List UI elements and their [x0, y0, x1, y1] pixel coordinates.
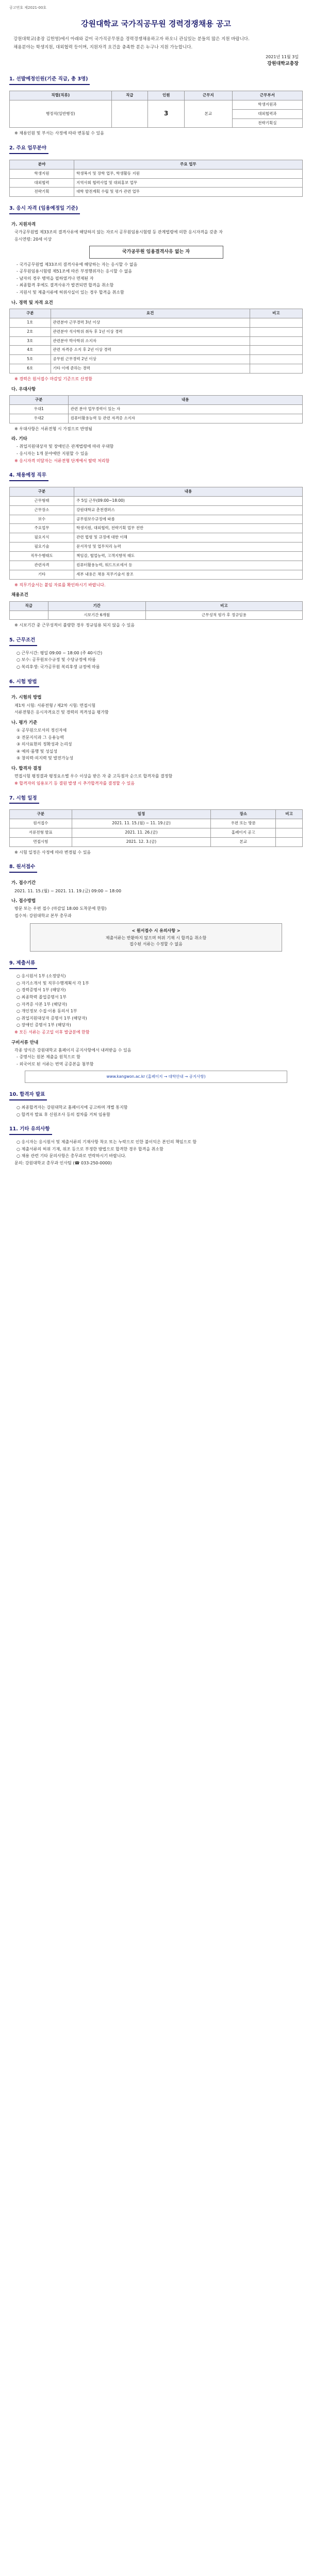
table-row: 우대2 컴퓨터활용능력 등 관련 자격증 소지자 [10, 414, 303, 423]
paragraph: 접수처: 강원대학교 본부 총무과 [14, 913, 72, 919]
paragraph: 면접시험 평정결과 평정요소별 우수 이상을 받은 자 중 고득점자 순으로 합격자를 결정함 [14, 774, 173, 779]
table-header: 인원 [148, 91, 185, 100]
table-row: 주요업무 학생지원, 대외협력, 전략기획 업무 전반 [10, 524, 303, 533]
list-item: - 국가공무원법 제33조의 결격사유에 해당하는 자는 응시할 수 없음 [17, 262, 138, 267]
section-heading: 5. 근무조건 [9, 637, 37, 646]
requirements-table [9, 309, 303, 374]
table-cell: 지역사회 협력사업 및 대외홍보 업무 [74, 178, 302, 188]
table-cell: 전략기획 [10, 188, 74, 197]
paragraph: 제1차 시험: 서류전형 / 제2차 시험: 면접시험 [14, 703, 96, 708]
subheading: 나. 접수방법 [11, 899, 36, 904]
table-row: 보수 공무원보수규정에 따름 [10, 515, 303, 524]
section-announcement [9, 1091, 303, 1117]
conditions-table [9, 601, 303, 620]
note: ※ 합격자의 임용포기 등 결원 발생 시 추가합격자를 결정할 수 있음 [14, 781, 135, 786]
table-header: 구분 [10, 487, 74, 496]
table-cell: 대학 발전계획 수립 및 평가 관련 업무 [74, 188, 302, 197]
table-row: 면접시험 2021. 12. 3.(금) 본교 [10, 837, 303, 846]
list-item: ② 전문지식과 그 응용능력 [17, 735, 64, 740]
table-row: 근무장소 강원대학교 춘천캠퍼스 [10, 505, 303, 515]
section-exam-method [9, 679, 303, 787]
list-item: ○ 합격자 발표 후 신원조사 등의 절차를 거쳐 임용함 [17, 1112, 110, 1117]
eligibility-summary-box: 국가공무원 임용결격사유 없는 자 [89, 246, 223, 259]
list-item: ○ 장애인 증명서 1부 (해당자) [17, 1023, 71, 1028]
note: ※ 경력은 원서접수 마감일 기준으로 산정함 [14, 377, 92, 381]
table-cell: 행정직(일반행정) [10, 100, 112, 128]
list-item: ○ 개인정보 수집·이용 동의서 1부 [17, 1009, 77, 1014]
note: ※ 응시자격 미달자는 서류전형 단계에서 탈락 처리함 [14, 458, 110, 463]
table-header: 구분 [10, 810, 72, 819]
section-heading: 3. 응시 자격 (임용예정일 기준) [9, 205, 80, 214]
section-heading: 4. 채용예정 직무 [9, 472, 48, 481]
table-header: 구분 [10, 395, 69, 404]
note: ※ 시보기간 중 근무성적이 불량한 경우 정규임용 되지 않을 수 있음 [14, 623, 135, 628]
list-item: - 최종합격 후에도 결격사유가 발견되면 합격을 취소함 [17, 283, 114, 288]
subheading: 다. 우대사항 [11, 386, 36, 392]
homepage-link[interactable]: www.kangwon.ac.kr (홈페이지 → 대학안내 → 공지사항) [25, 1071, 287, 1083]
section-heading: 2. 주요 업무분야 [9, 145, 48, 154]
table-row: 2호 관련분야 석사학위 취득 후 1년 이상 경력 [10, 327, 303, 336]
list-item: ○ 보수: 공무원보수규정 및 수당규정에 따름 [17, 657, 96, 663]
section-other-notes [9, 1126, 303, 1166]
table-header: 비고 [276, 810, 303, 819]
table-cell [111, 100, 148, 128]
list-item: ○ 최종학력 졸업증명서 1부 [17, 994, 67, 999]
subheading: 나. 평가 기준 [11, 720, 38, 725]
subheading: 구비서류 안내 [11, 1040, 39, 1045]
intro-paragraph-1: 강원대학교(총장 김헌영)에서 아래와 같이 국가직공무원을 경력경쟁채용하고자 하오니 관심있는 분들의 많은 지원 바랍니다. [13, 36, 250, 42]
table-cell: 본교 [185, 100, 233, 128]
table-row: 1호 관련분야 근무경력 3년 이상 [10, 318, 303, 327]
table-header: 구분 [10, 309, 51, 318]
table-header: 분야 [10, 160, 74, 169]
recruitment-notice [0, 0, 312, 1178]
job-table [9, 487, 303, 580]
table-header: 비고 [250, 309, 302, 318]
table-header: 기간 [48, 601, 145, 611]
subheading: 나. 경력 및 자격 요건 [11, 300, 53, 306]
list-item: ○ 채용 관련 기타 문의사항은 총무과로 연락하시기 바랍니다. [17, 1154, 126, 1159]
section-documents [9, 960, 303, 1083]
table-row: 서류전형 발표 2021. 11. 26.(금) 홈페이지 공고 [10, 828, 303, 838]
paragraph: 각종 양식은 강원대학교 홈페이지 공지사항에서 내려받을 수 있음 [14, 1047, 132, 1053]
section-schedule [9, 795, 303, 856]
list-item: - 지원서 및 제출서류에 허위사실이 있는 경우 합격을 취소함 [17, 290, 124, 295]
list-item: ○ 응시자는 응시원서 및 제출서류의 기재사항 착오 또는 누락으로 인한 불이익은 본인의 책임으로 함 [17, 1140, 197, 1145]
table-row: 3호 관련분야 박사학위 소지자 [10, 336, 303, 346]
table-row: 필요기술 문서작성 및 업무처리 능력 [10, 543, 303, 552]
list-item: - 취업지원대상자 및 장애인은 관계법령에 따라 우대함 [17, 444, 114, 449]
note: ※ 모든 서류는 공고일 이후 발급분에 한함 [14, 1029, 90, 1035]
list-item: - 응시자는 1개 분야에만 지원할 수 있음 [17, 451, 89, 456]
table-row: 4호 관련 자격증 소지 후 2년 이상 경력 [10, 346, 303, 355]
section-heading: 11. 기타 유의사항 [9, 1126, 52, 1135]
duties-table [9, 160, 303, 197]
list-item: ○ 경력증명서 1부 (해당자) [17, 988, 66, 993]
list-item: ⑤ 창의력·의지력 및 발전가능성 [17, 756, 74, 761]
list-item: ○ 제출서류의 허위 기재, 위조 등으로 부정한 방법으로 합격한 경우 합격을 취소함 [17, 1146, 163, 1151]
table-row [10, 188, 303, 197]
application-notice-box [30, 923, 282, 952]
subheading: 가. 접수기간 [11, 880, 36, 886]
paragraph: 2021. 11. 15.(월) ~ 2021. 11. 19.(금) 09:00 ~ 18:00 [14, 888, 122, 893]
subheading: 라. 기타 [11, 436, 27, 442]
notice-date: 2021년 11월 3일 [266, 54, 299, 59]
table-header: 요건 [51, 309, 250, 318]
table-header: 내용 [74, 487, 302, 496]
section-heading: 8. 원서접수 [9, 863, 37, 873]
table-row: 6호 기타 이에 준하는 경력 [10, 364, 303, 374]
table-header: 비고 [145, 601, 302, 611]
table-cell: 3 [148, 100, 185, 128]
section-hiring-count [9, 76, 303, 137]
paragraph: 서류전형은 응시자격요건 및 경력의 적격성을 평가함 [14, 710, 109, 715]
table-row: 관련자격 컴퓨터활용능력, 워드프로세서 등 [10, 561, 303, 570]
list-item: ○ 근무시간: 평일 09:00 ~ 18:00 (주 40시간) [17, 650, 103, 655]
table-header: 일정 [72, 810, 211, 819]
table-row: 시보기간 6개월 근무성적 평가 후 정규임용 [10, 611, 303, 620]
list-item: ○ 자기소개서 및 직무수행계획서 각 1부 [17, 980, 89, 986]
note: ※ 우대사항은 서류전형 시 가점으로 반영됨 [14, 426, 92, 431]
table-row: 기타 세부 내용은 채용 직무기술서 참조 [10, 570, 303, 579]
list-item: ○ 최종합격자는 강원대학교 홈페이지에 공고하며 개별 통지함 [17, 1105, 128, 1110]
table-cell: 전략기획실 [232, 118, 302, 128]
table-row [10, 169, 303, 178]
list-item: - 공무원임용시험령 제51조에 따른 부정행위자는 응시할 수 없음 [17, 269, 133, 274]
table-row: 5호 공무원 근무경력 2년 이상 [10, 355, 303, 364]
section-job-description [9, 472, 303, 629]
table-header: 주요 업무 [74, 160, 302, 169]
paragraph: 국가공무원법 제33조의 결격사유에 해당하지 않는 자로서 공무원임용시험령 등 관계법령에 의한 응시자격을 갖춘 자 [14, 230, 223, 235]
contact-info: 문의: 강원대학교 총무과 인사팀 (☎ 033-250-0000) [14, 1160, 112, 1165]
preference-table [9, 395, 303, 423]
notice-box-title: < 원서접수 시 유의사항 > [132, 928, 180, 933]
section-heading: 1. 선발예정인원(기준 직급, 총 3명) [9, 76, 90, 85]
subheading: 다. 합격자 결정 [11, 766, 42, 772]
note: ※ 시험 일정은 사정에 따라 변경될 수 있음 [14, 850, 91, 855]
table-header: 내용 [68, 395, 302, 404]
table-row: 원서접수 2021. 11. 15.(월) ~ 11. 19.(금) 우편 또는 방문 [10, 819, 303, 828]
list-item: ○ 취업지원대상자 증명서 1부 (해당자) [17, 1015, 87, 1021]
paragraph: 방문 또는 우편 접수 (마감일 18:00 도착분에 한함) [14, 906, 107, 911]
table-header: 직렬(직류) [10, 91, 112, 100]
section-heading: 7. 시험 일정 [9, 795, 39, 804]
hiring-table [9, 91, 303, 128]
list-item: ○ 복리후생: 국가공무원 복리후생 규정에 따름 [17, 664, 100, 669]
schedule-table [9, 809, 303, 847]
subheading: 가. 시험의 방법 [11, 695, 42, 701]
table-cell: 학생지원과 [232, 100, 302, 109]
section-heading: 9. 제출서류 [9, 960, 37, 969]
table-cell: 학생복지 및 장학 업무, 학생활동 지원 [74, 169, 302, 178]
section-duties [9, 145, 303, 197]
table-row: 근무형태 주 5일 근무(09:00~18:00) [10, 496, 303, 505]
table-cell: 대외협력과 [232, 109, 302, 118]
table-row [10, 100, 303, 109]
section-heading: 10. 합격자 발표 [9, 1091, 47, 1100]
table-cell: 학생지원 [10, 169, 74, 178]
table-row [10, 178, 303, 188]
notice-box-line: 제출서류는 반환하지 않으며 허위 기재 시 합격을 취소함 [105, 936, 207, 941]
note: ※ 채용인원 및 부서는 사정에 따라 변동될 수 있음 [14, 131, 104, 136]
section-heading: 6. 시험 방법 [9, 679, 39, 688]
table-row: 우대1 관련 분야 업무경력이 있는 자 [10, 404, 303, 414]
section-application [9, 863, 303, 952]
table-header: 근무부서 [232, 91, 302, 100]
intro-paragraph-2: 채용분야는 학생지원, 대외협력 등이며, 지원자격 요건을 충족한 분은 누구나 지원 가능합니다. [13, 45, 193, 50]
table-header: 장소 [211, 810, 276, 819]
list-item: ① 공무원으로서의 정신자세 [17, 728, 67, 733]
list-item: ○ 응시원서 1부 (소정양식) [17, 974, 66, 979]
list-item: - 외국어로 된 서류는 번역 공증본을 첨부함 [17, 1062, 94, 1066]
subheading: 가. 지원자격 [11, 222, 36, 228]
list-item: ○ 자격증 사본 1부 (해당자) [17, 1002, 68, 1007]
notice-number: 공고번호 제2021-00호 [9, 6, 47, 10]
list-item: ④ 예의·품행 및 성실성 [17, 749, 58, 754]
section-eligibility [9, 205, 303, 464]
table-header: 직급 [10, 601, 48, 611]
table-row: 직무수행태도 책임감, 협업능력, 고객지향적 태도 [10, 552, 303, 561]
paragraph: 응시연령: 20세 이상 [14, 236, 52, 242]
notice-box-line: 접수된 서류는 수정할 수 없음 [129, 941, 183, 946]
table-header: 근무지 [185, 91, 233, 100]
table-row: 필요지식 관련 법령 및 규정에 대한 이해 [10, 533, 303, 543]
page-title: 강원대학교 국가직공무원 경력경쟁채용 공고 [81, 19, 231, 29]
section-work-conditions [9, 637, 303, 670]
list-item: ③ 의사표현의 정확성과 논리성 [17, 742, 72, 747]
subheading: 채용조건 [11, 592, 28, 598]
signer: 강원대학교총장 [267, 61, 299, 67]
table-header: 직급 [111, 91, 148, 100]
note: ※ 직무기술서는 붙임 자료를 확인하시기 바랍니다. [14, 582, 106, 587]
table-cell: 대외협력 [10, 178, 74, 188]
list-item: - 남자의 경우 병역을 필하였거나 면제된 자 [17, 276, 94, 281]
list-item: - 증명서는 원본 제출을 원칙으로 함 [17, 1055, 80, 1060]
